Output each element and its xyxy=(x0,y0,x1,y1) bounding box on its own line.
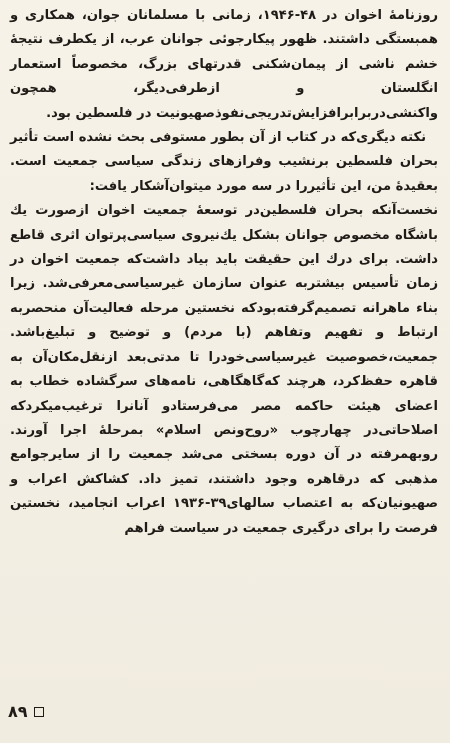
square-ornament-icon xyxy=(34,707,44,717)
paragraph-2: نکته دیگری‌که در کتاب از آن بطور مستوفی بحث نشده است تأثیر بحران فلسطین برنشیب وفرازهای زندگی سیاسی جمعیت است. بعقیدهٔ من، این تأثیررا در سه مورد میتوان‌آشکار یافت: xyxy=(10,130,438,194)
paragraph-1: روزنامهٔ اخوان در ۴۸-۱۹۴۶، زمانی با مسلمانان جوان، همکاری و همبستگی داشتند. ظهور پیکارجوئی جوانان عرب، از یکطرف نتیجهٔ خشم ناشی از پیمان‌شکنی قدرتهای بزرگ، مخصوصاً استعمار انگلستان و ازطرفی‌دیگر، همچون واکنشی‌دربرابرافزایش‌تدریجی‌نفوذصهیونیت در فلسطین بود. xyxy=(10,8,439,121)
body-text xyxy=(10,4,438,541)
page-footer xyxy=(8,702,44,721)
page-number: ۸۹ xyxy=(8,702,28,721)
paragraph-3: نخست‌آنکه بحران فلسطین‌در توسعهٔ جمعیت اخوان ازصورت یك باشگاه مخصوص جوانان بشکل یك‌نیروی سیاسی‌پرتوان اثری قاطع داشت. برای درك این حقیقت باید بیاد داشت‌که جمعیت اخوان در زمان تأسیس بیشتربه عنوان سازمان غیرسیاسی‌معرفی‌شد. زیرا بناء ماهرانه تصمیم‌گرفته‌بودکه نخستین مرحله فعالیت‌آن منحصربه ارتباط و تفهیم وتفاهم (با مردم) و توضیح و تبلیغ‌باشد. جمعیت،خصوصیت غیرسیاسی‌خودرا تا مدتی‌بعد ازنقل‌مکان‌آن به قاهره حفظ‌کرد، هرچند که‌گاهگاهی، نامه‌های سرگشاده خطاب به اعضای هیئت حاکمه مصر می‌فرستادو آنانرا ترغیب‌میکرد‌که اصلاحاتی‌در چهارچوب «روح‌ونص اسلام» بمرحلهٔ اجرا آورند. روبهمرفته در آن دوره بسختی می‌شد جمعیت را از سایرجوامع مذهبی که درقاهره وجود داشتند، تمیز داد. کشاکش اعراب و صهیونیان‌که به اعتصاب سالهای‌۳۹-۱۹۳۶ اعراب انجامید، نخستین فرصت را برای درگیری جمعیت در سیاست فراهم xyxy=(10,203,438,536)
